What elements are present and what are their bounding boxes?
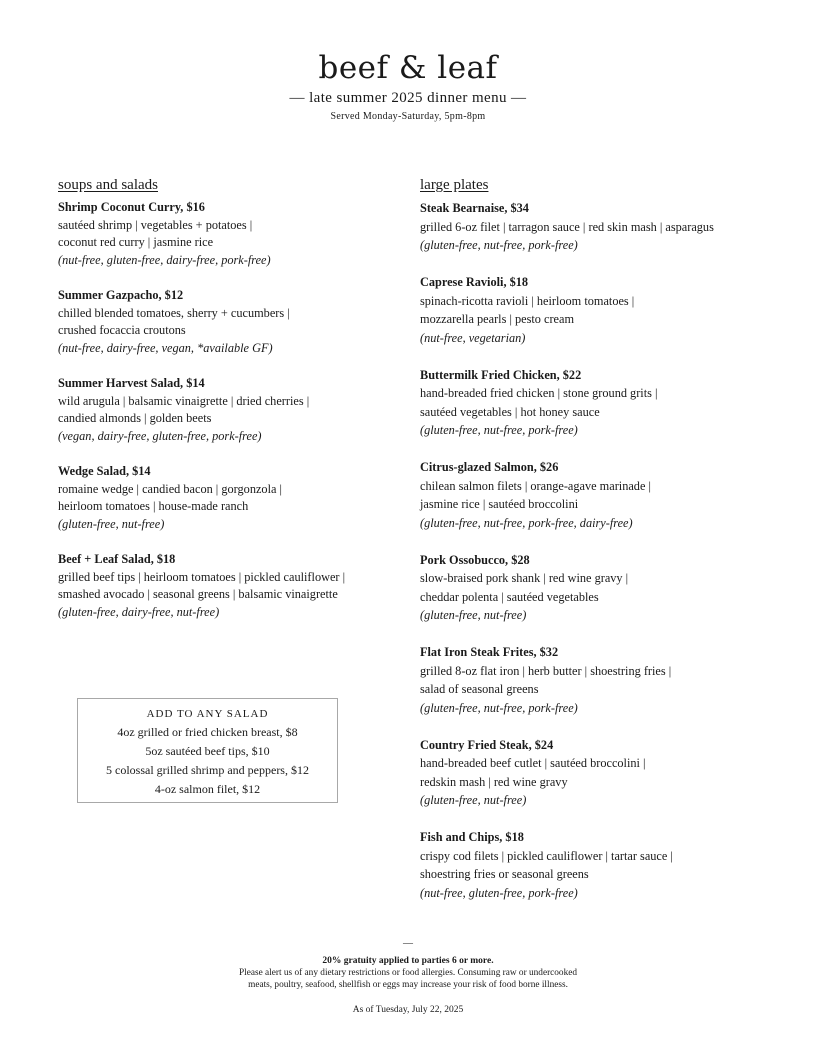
salad-addons-box [77,698,338,803]
item-dietary-notes: (nut-free, vegetarian) [420,330,526,345]
item-description: wild arugula | balsamic vinaigrette | dried cherries | candied almonds | golden beets [58,393,310,425]
menu-item [420,551,760,625]
menu-item [420,458,760,532]
item-dietary-notes: (gluten-free, nut-free, pork-free, dairy-free) [420,515,633,530]
addon-item: 4-oz salmon filet, $12 [154,782,261,796]
item-description: sautéed shrimp | vegetables + potatoes | coconut red curry | jasmine rice [58,217,253,249]
item-name: Pork Ossobucco, $28 [420,552,530,567]
restaurant-title: beef & leaf [318,50,498,86]
item-name: Caprese Ravioli, $18 [420,275,529,289]
item-dietary-notes: (nut-free, dairy-free, vegan, *available GF) [58,340,273,355]
menu-item [58,463,378,533]
item-dietary-notes: (vegan, dairy-free, gluten-free, pork-free) [58,428,262,443]
item-description: grilled 8-oz flat iron | herb butter | shoestring fries | salad of seasonal greens [420,663,672,696]
menu-item [420,736,760,810]
soups-salads-column [58,176,378,639]
menu-item [420,643,760,717]
item-dietary-notes: (gluten-free, dairy-free, nut-free) [58,604,220,619]
addons-title: ADD TO ANY SALAD [146,708,269,720]
item-dietary-notes: (nut-free, gluten-free, pork-free) [420,885,578,900]
item-name: Wedge Salad, $14 [58,464,151,478]
menu-item [420,199,760,255]
menu-item [420,273,760,347]
addon-item: 5 colossal grilled shrimp and peppers, $12 [106,763,309,777]
item-dietary-notes: (gluten-free, nut-free, pork-free) [420,238,578,252]
service-hours: Served Monday-Saturday, 5pm-8pm [330,111,486,122]
menu-item [58,375,378,445]
item-description: grilled 6-oz filet | tarragon sauce | red skin mash | asparagus [420,219,714,234]
item-name: Fish and Chips, $18 [420,830,524,844]
item-dietary-notes: (gluten-free, nut-free, pork-free) [420,700,578,715]
item-description: slow-braised pork shank | red wine gravy | cheddar polenta | sautéed vegetables [420,571,629,604]
item-description: chilled blended tomatoes, sherry + cucumbers | crushed focaccia croutons [58,305,290,337]
item-name: Beef + Leaf Salad, $18 [58,552,176,566]
addon-item: 5oz sautéed beef tips, $10 [145,744,270,758]
item-description: romaine wedge | candied bacon | gorgonzola | heirloom tomatoes | house-made ranch [58,481,282,513]
item-description: hand-breaded beef cutlet | sautéed broccolini | redskin mash | red wine gravy [420,756,646,789]
item-name: Flat Iron Steak Frites, $32 [420,645,559,659]
menu-subtitle: — late summer 2025 dinner menu — [289,90,527,106]
item-description: spinach-ricotta ravioli | heirloom tomatoes | mozzarella pearls | pesto cream [420,293,635,326]
item-name: Steak Bearnaise, $34 [420,201,529,215]
allergy-notice-line: meats, poultry, seafood, shellfish or eggs may increase your risk of food borne illness. [248,980,568,990]
item-name: Country Fried Steak, $24 [420,737,554,752]
item-dietary-notes: (gluten-free, nut-free) [58,516,165,531]
item-name: Citrus-glazed Salmon, $26 [420,460,559,474]
item-name: Summer Harvest Salad, $14 [58,376,205,390]
menu-item [420,828,760,902]
addon-item: 4oz grilled or fried chicken breast, $8 [117,725,298,739]
footer-divider: — [403,938,413,949]
item-dietary-notes: (gluten-free, nut-free) [420,608,527,622]
section-heading-large-plates: large plates [420,177,489,193]
item-dietary-notes: (gluten-free, nut-free) [420,793,527,807]
item-description: chilean salmon filets | orange-agave marinade | jasmine rice | sautéed broccolini [420,478,651,511]
menu-item [58,199,378,269]
menu-item [58,551,378,621]
item-description: hand-breaded fried chicken | stone ground grits | sautéed vegetables | hot honey sauce [420,386,658,419]
allergy-notice [0,967,816,991]
gratuity-note: 20% gratuity applied to parties 6 or more. [322,956,494,966]
menu-item [58,287,378,357]
item-description: grilled beef tips | heirloom tomatoes | pickled cauliflower | smashed avocado | seasonal greens | balsamic vinaigrette [58,569,346,601]
item-name: Buttermilk Fried Chicken, $22 [420,367,582,382]
menu-date: As of Tuesday, July 22, 2025 [352,1005,464,1015]
item-description: crispy cod filets | pickled cauliflower | tartar sauce | shoestring fries or seasonal greens [420,848,673,881]
item-dietary-notes: (nut-free, gluten-free, dairy-free, pork-free) [58,252,271,267]
menu-item [420,366,760,440]
allergy-notice-line: Please alert us of any dietary restrictions or food allergies. Consuming raw or undercooked [238,968,578,978]
large-plates-column [420,176,760,921]
item-dietary-notes: (gluten-free, nut-free, pork-free) [420,423,578,437]
section-heading-soups-salads: soups and salads [58,177,158,193]
item-name: Summer Gazpacho, $12 [58,288,184,302]
item-name: Shrimp Coconut Curry, $16 [58,200,205,214]
